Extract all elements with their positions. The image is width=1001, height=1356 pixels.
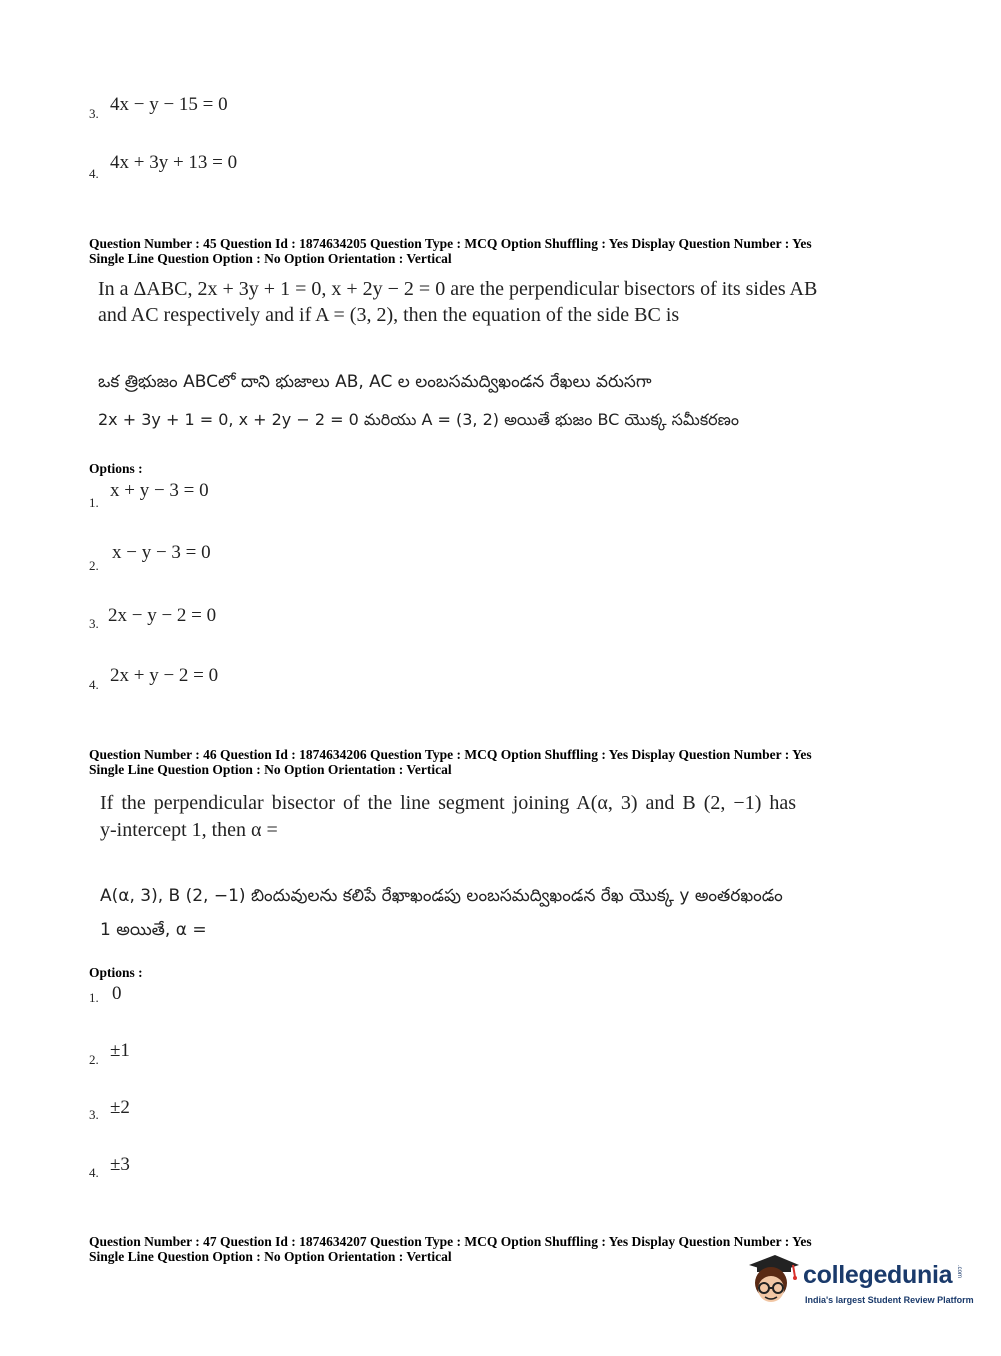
option-number: 1. [89,495,99,510]
option-text: x + y − 3 = 0 [110,480,209,501]
collegedunia-logo [743,1251,974,1313]
question-text-telugu: ఒక త్రిభుజం ABCలో దాని భుజాలు AB, AC ల లంబసమద్విఖండన రేఖలు వరుసగా [98,372,652,392]
question-meta: Single Line Question Option : No Option Orientation : Vertical [89,762,452,777]
question-text-english: y-intercept 1, then α = [100,819,278,841]
option-number: 3. [89,106,99,121]
question-text-english: In a ΔABC, 2x + 3y + 1 = 0, x + 2y − 2 = 0 are the perpendicular bisectors of its sides AB [98,278,818,300]
question-meta: Question Number : 47 Question Id : 1874634207 Question Type : MCQ Option Shuffling : Yes Display Question Number : Yes [89,1234,812,1249]
logo-suffix: .com [956,1265,962,1279]
logo-tagline: India's largest Student Review Platform [805,1295,974,1305]
option-number: 3. [89,1107,99,1122]
question-text-english: If the perpendicular bisector of the line segment joining A(α, 3) and B (2, −1) has [100,792,797,814]
option-number: 3. [89,616,99,631]
option-text: ±3 [110,1154,130,1175]
option-text: 2x + y − 2 = 0 [110,665,219,686]
option-text: 4x − y − 15 = 0 [110,94,228,115]
option-number: 1. [89,990,99,1005]
question-text-telugu: 1 అయితే, α = [100,920,207,940]
question-text-english: and AC respectively and if A = (3, 2), then the equation of the side BC is [98,304,680,326]
option-number: 2. [89,1052,99,1067]
question-meta: Question Number : 46 Question Id : 1874634206 Question Type : MCQ Option Shuffling : Yes Display Question Number : Yes [89,747,812,762]
options-label: Options : [89,461,143,476]
options-label: Options : [89,965,143,980]
option-text: ±2 [110,1097,130,1118]
mascot-icon [743,1251,801,1313]
option-text: 2x − y − 2 = 0 [108,605,217,626]
option-number: 4. [89,1165,99,1180]
logo-brand: collegedunia [803,1261,953,1289]
question-meta: Single Line Question Option : No Option Orientation : Vertical [89,251,452,266]
option-text: 4x + 3y + 13 = 0 [110,152,238,173]
question-meta: Question Number : 45 Question Id : 1874634205 Question Type : MCQ Option Shuffling : Yes Display Question Number : Yes [89,236,812,251]
option-text: x − y − 3 = 0 [112,542,211,563]
question-text-telugu: 2x + 3y + 1 = 0, x + 2y − 2 = 0 మరియు A = (3, 2) అయితే భుజం BC యొక్క సమీకరణం [98,410,739,429]
option-number: 4. [89,677,99,692]
question-text-telugu: A(α, 3), B (2, −1) బిందువులను కలిపే రేఖాఖండపు లంబసమద్విఖండన రేఖ యొక్క y అంతరఖండం [100,886,783,906]
option-number: 2. [89,558,99,573]
option-number: 4. [89,166,99,181]
option-text: 0 [112,983,122,1004]
option-text: ±1 [110,1040,130,1061]
question-meta: Single Line Question Option : No Option Orientation : Vertical [89,1249,452,1264]
